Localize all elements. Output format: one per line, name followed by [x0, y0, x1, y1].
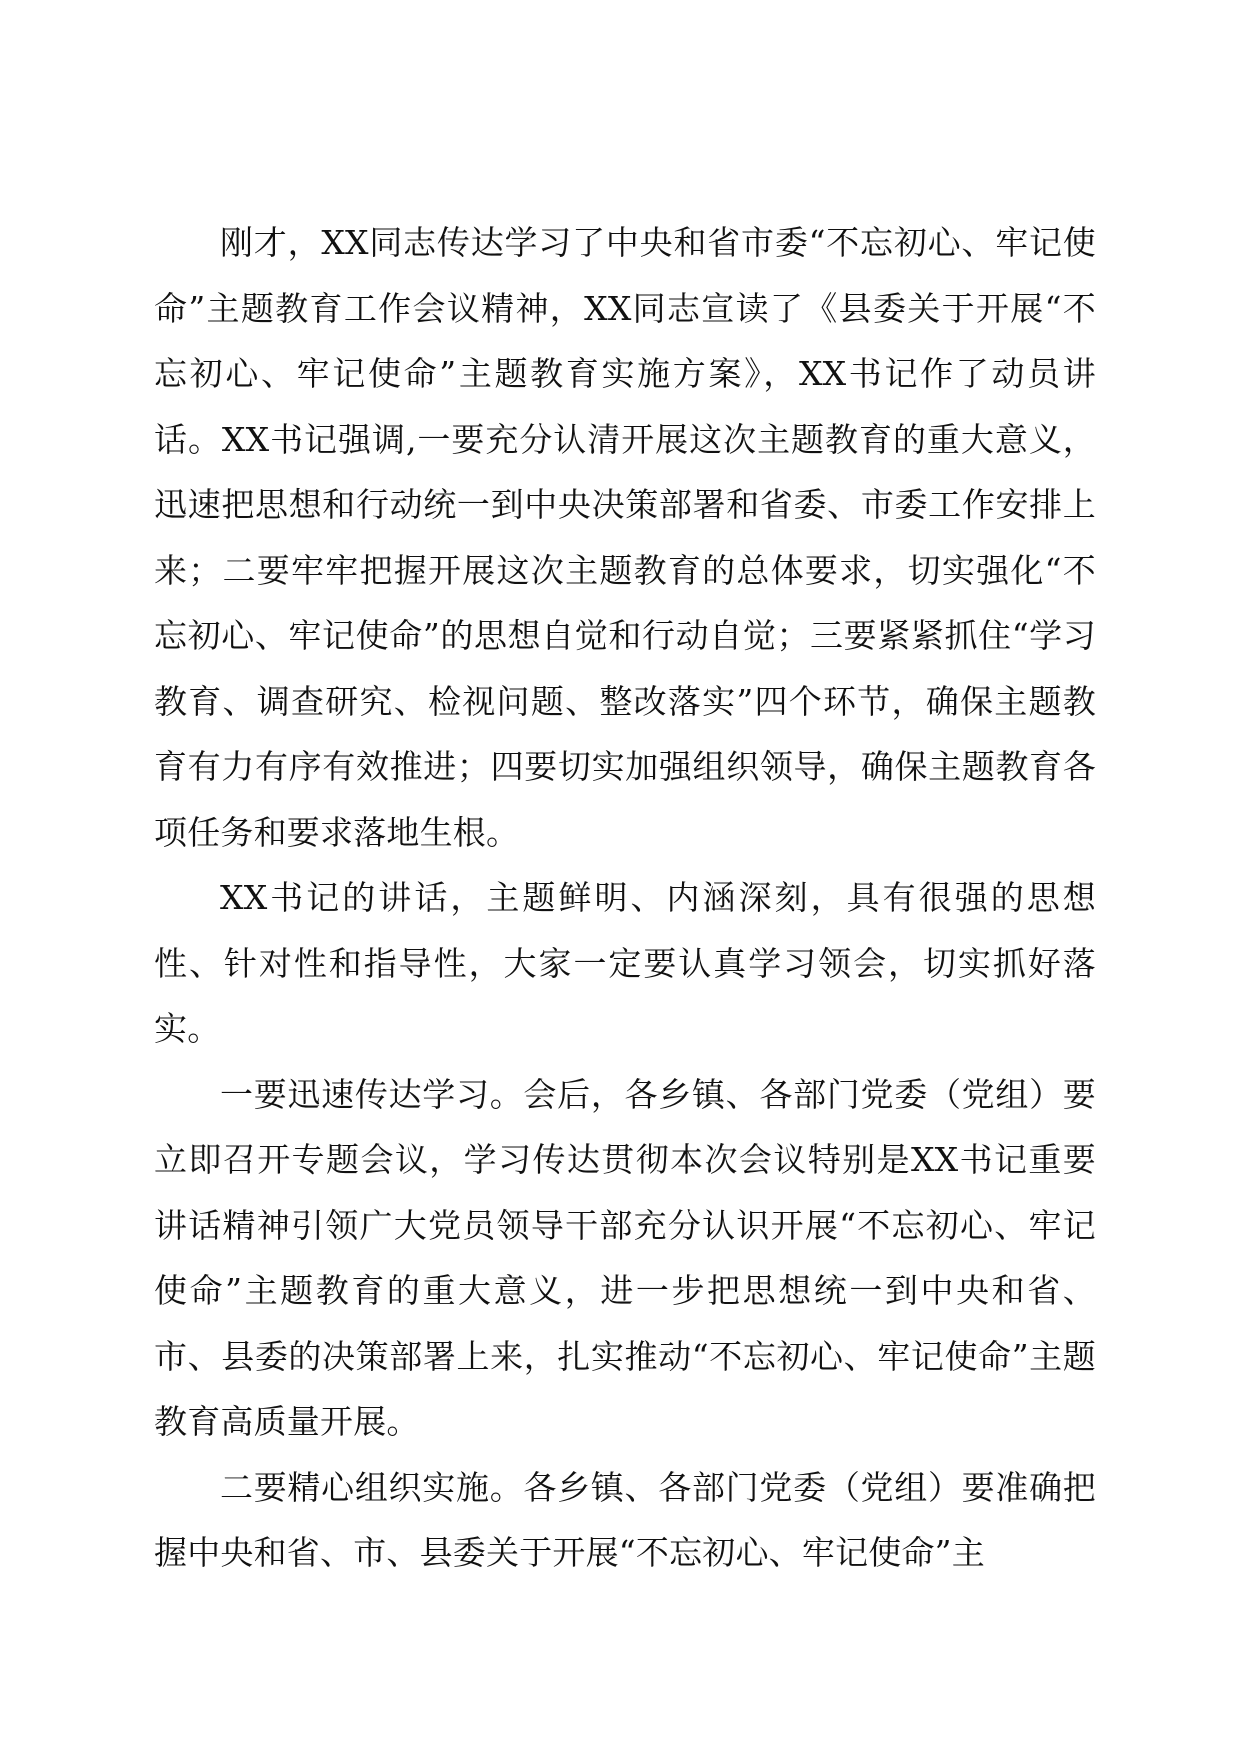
paragraph-1: 刚才，XX同志传达学习了中央和省市委“不忘初心、牢记使命”主题教育工作会议精神，XX同志宣读了《县委关于开展“不忘初心、牢记使命”主题教育实施方案》，XX书记作了动员讲话。XX书记强调,一要充分认清开展这次主题教育的重大意义，迅速把思想和行动统一到中央决策部署和省委、市委工作安排上来；二要牢牢把握开展这次主题教育的总体要求，切实强化“不忘初心、牢记使命”的思想自觉和行动自觉；三要紧紧抓住“学习教育、调查研究、检视问题、整改落实”四个环节，确保主题教育有力有序有效推进；四要切实加强组织领导，确保主题教育各项任务和要求落地生根。: [154, 223, 1096, 852]
paragraph-4: 二要精心组织实施。各乡镇、各部门党委（党组）要准确把握中央和省、市、县委关于开展“不忘初心、牢记使命”主: [154, 1467, 1096, 1572]
document-body: [154, 210, 1096, 1586]
paragraph-3: 一要迅速传达学习。会后，各乡镇、各部门党委（党组）要立即召开专题会议，学习传达贯彻本次会议特别是XX书记重要讲话精神引领广大党员领导干部充分认识开展“不忘初心、牢记使命”主题教育的重大意义，进一步把思想统一到中央和省、市、县委的决策部署上来，扎实推动“不忘初心、牢记使命”主题教育高质量开展。: [154, 1074, 1096, 1441]
paragraph-2: XX书记的讲话，主题鲜明、内涵深刻，具有很强的思想性、针对性和指导性，大家一定要认真学习领会，切实抓好落实。: [154, 878, 1096, 1048]
